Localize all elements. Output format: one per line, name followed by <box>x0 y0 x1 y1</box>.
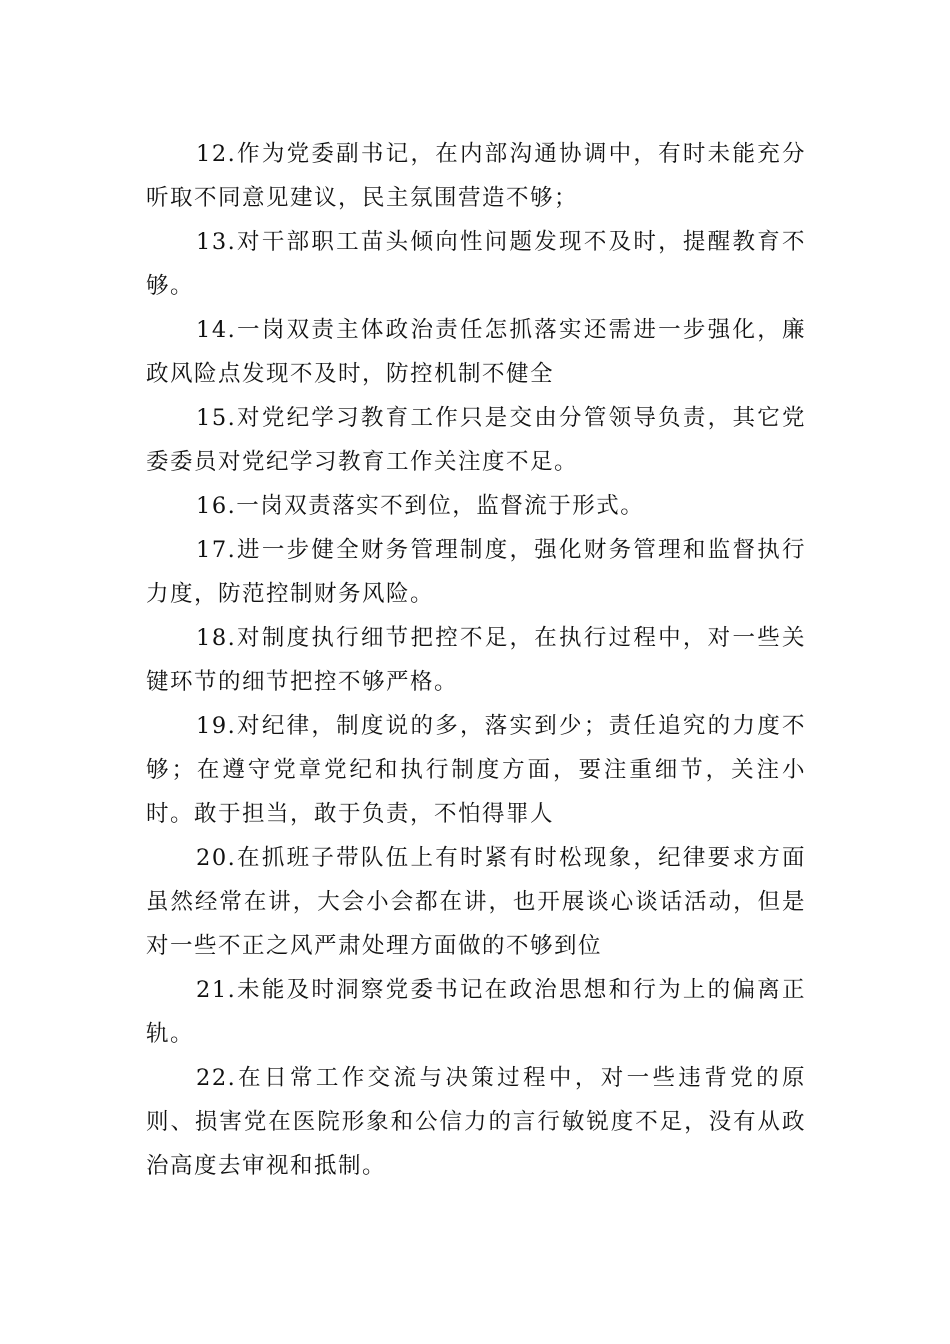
paragraph-19: 19.对纪律，制度说的多，落实到少；责任追究的力度不够；在遵守党章党纪和执行制度方面，要注重细节，关注小时。敢于担当，敢于负责，不怕得罪人 <box>146 713 806 827</box>
paragraph-14: 14.一岗双责主体政治责任怎抓落实还需进一步强化，廉政风险点发现不及时，防控机制不健全 <box>146 317 806 387</box>
paragraph-16: 16.一岗双责落实不到位，监督流于形式。 <box>196 493 645 519</box>
paragraph-21: 21.未能及时洞察党委书记在政治思想和行为上的偏离正轨。 <box>146 977 806 1047</box>
paragraph-18: 18.对制度执行细节把控不足，在执行过程中，对一些关键环节的细节把控不够严格。 <box>146 625 806 695</box>
paragraph-22: 22.在日常工作交流与决策过程中，对一些违背党的原则、损害党在医院形象和公信力的言行敏锐度不足，没有从政治高度去审视和抵制。 <box>146 1065 806 1179</box>
paragraph-13: 13.对干部职工苗头倾向性问题发现不及时，提醒教育不够。 <box>146 229 806 299</box>
document-page <box>146 132 806 1188</box>
paragraph-12: 12.作为党委副书记，在内部沟通协调中，有时未能充分听取不同意见建议，民主氛围营造不够； <box>146 141 806 211</box>
paragraph-17: 17.进一步健全财务管理制度，强化财务管理和监督执行力度，防范控制财务风险。 <box>146 537 806 607</box>
paragraph-15: 15.对党纪学习教育工作只是交由分管领导负责，其它党委委员对党纪学习教育工作关注度不足。 <box>146 405 806 475</box>
paragraph-20: 20.在抓班子带队伍上有时紧有时松现象，纪律要求方面虽然经常在讲，大会小会都在讲，也开展谈心谈话活动，但是对一些不正之风严肃处理方面做的不够到位 <box>146 845 806 959</box>
